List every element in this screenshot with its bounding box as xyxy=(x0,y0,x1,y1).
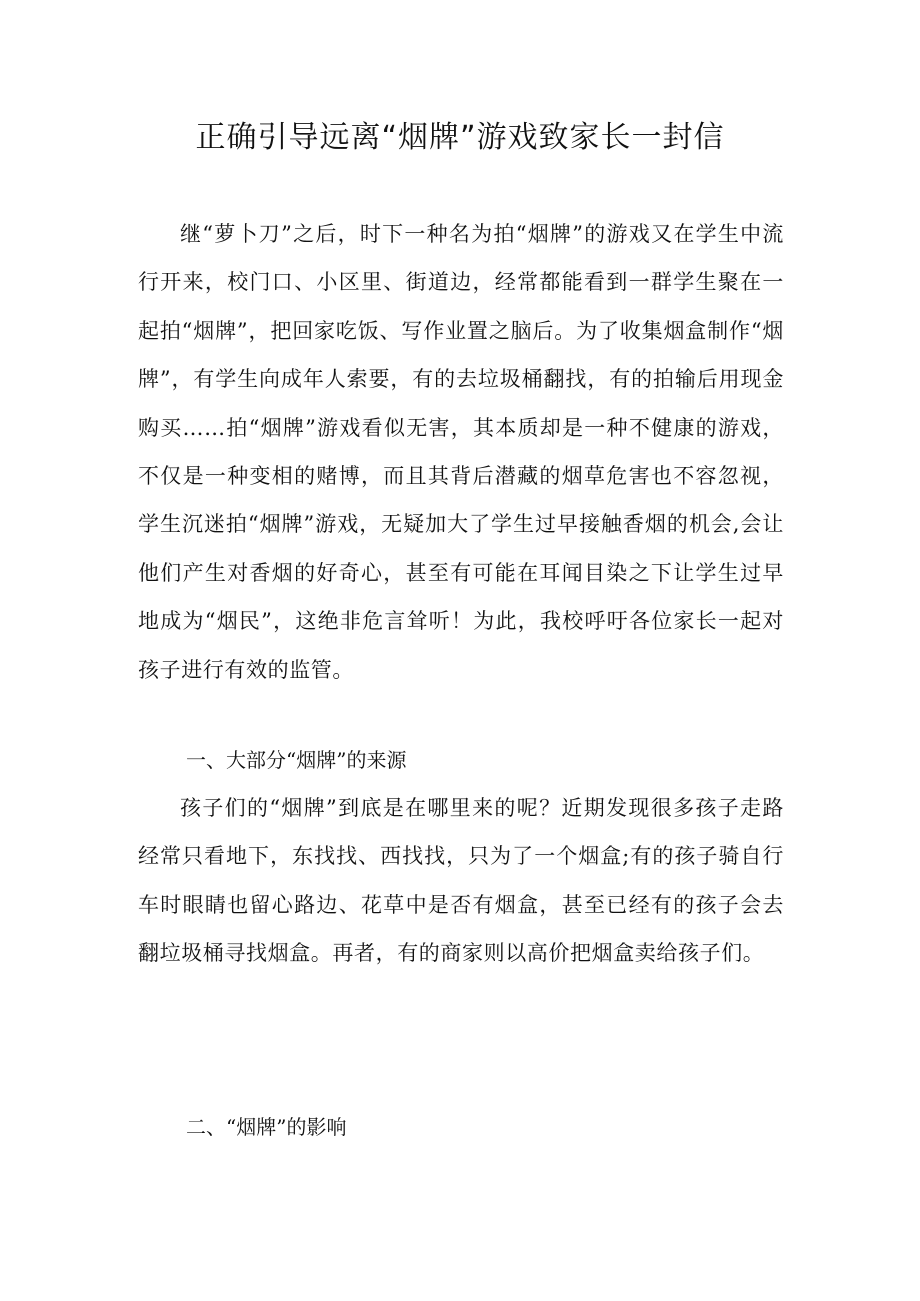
section-heading-sources: 一、大部分“烟牌”的来源 xyxy=(186,748,407,772)
section-body-sources: 孩子们的“烟牌”到底是在哪里来的呢？近期发现很多孩子走路经常只看地下，东找找、西找找，只为了一个烟盒;有的孩子骑自行车时眼睛也留心路边、花草中是否有烟盒，甚至已经有的孩子会去翻垃圾桶寻找烟盒。再者，有的商家则以高价把烟盒卖给孩子们。 xyxy=(138,796,784,966)
intro-paragraph: 继“萝卜刀”之后，时下一种名为拍“烟牌”的游戏又在学生中流行开来，校门口、小区里、街道边，经常都能看到一群学生聚在一起拍“烟牌”，把回家吃饭、写作业置之脑后。为了收集烟盒制作“烟牌”，有学生向成年人索要，有的去垃圾桶翻找，有的拍输后用现金购买……拍“烟牌”游戏看似无害，其本质却是一种不健康的游戏，不仅是一种变相的赌博，而且其背后潜藏的烟草危害也不容忽视，学生沉迷拍“烟牌”游戏，无疑加大了学生过早接触香烟的机会,会让他们产生对香烟的好奇心，甚至有可能在耳闻目染之下让学生过早地成为“烟民”，这绝非危言耸听！为此，我校呼吁各位家长一起对孩子进行有效的监管。 xyxy=(138,222,784,682)
document-title: 正确引导远离“烟牌”游戏致家长一封信 xyxy=(195,120,725,155)
section-heading-impact: 二、“烟牌”的影响 xyxy=(186,1115,347,1139)
